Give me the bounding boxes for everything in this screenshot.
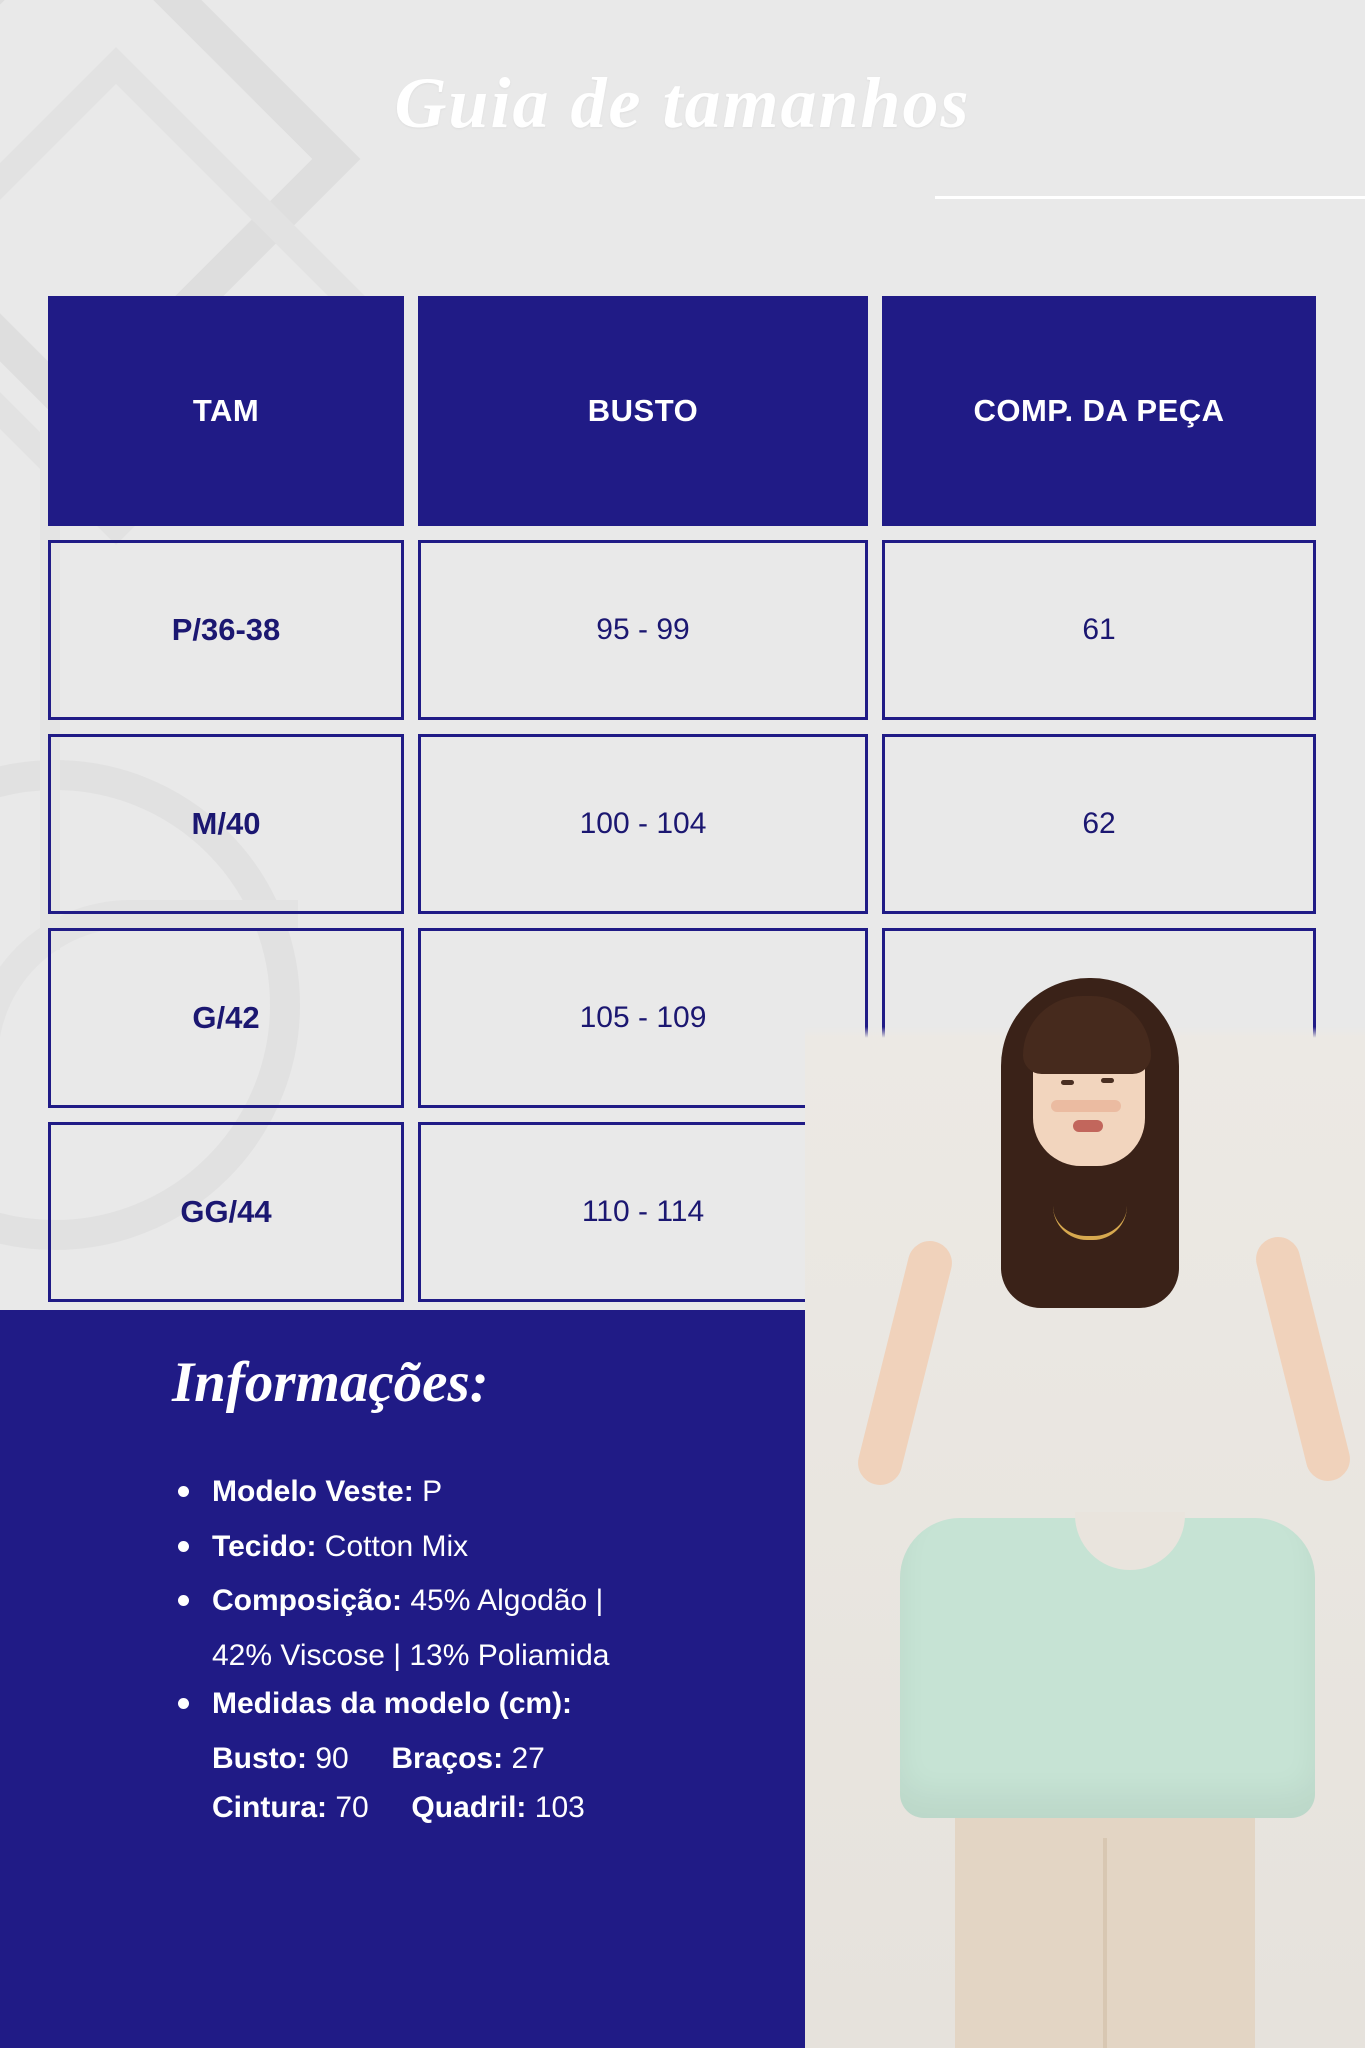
item-label: Medidas da modelo (cm):: [212, 1687, 573, 1721]
model-blouse-neckline: [1075, 1512, 1185, 1570]
list-item: [170, 1577, 810, 1626]
measures-row-one: [170, 1735, 810, 1784]
bullet-icon: [178, 1486, 189, 1497]
model-photo: [805, 938, 1365, 2048]
bullet-icon: [178, 1698, 189, 1709]
page-title: Guia de tamanhos: [394, 63, 971, 143]
cell-comp: 61: [882, 540, 1316, 720]
model-left-arm: [853, 1236, 956, 1489]
model-trousers: [955, 1778, 1255, 2048]
information-title: Informações:: [172, 1351, 489, 1414]
measure-value-bracos: 27: [511, 1741, 545, 1775]
list-item: [170, 1468, 810, 1517]
cell-busto: 110 - 114: [418, 1122, 868, 1302]
item-value: 45% Algodão |: [410, 1584, 604, 1618]
cell-busto: 95 - 99: [418, 540, 868, 720]
information-list: [170, 1468, 810, 1832]
measure-label-busto: Busto:: [212, 1741, 307, 1775]
list-item: [170, 1523, 810, 1572]
cell-comp: 62: [882, 734, 1316, 914]
table-row: [48, 540, 1316, 720]
bullet-icon: [178, 1541, 189, 1552]
cell-busto: 100 - 104: [418, 734, 868, 914]
model-blush: [1051, 1100, 1121, 1112]
measure-value-quadril: 103: [534, 1790, 585, 1824]
model-lips: [1073, 1120, 1103, 1132]
composition-second-line: 42% Viscose | 13% Poliamida: [212, 1638, 610, 1672]
model-figure: [805, 938, 1365, 2048]
column-header-comp: COMP. DA PEÇA: [882, 296, 1316, 526]
table-row: [48, 734, 1316, 914]
item-value: P: [422, 1475, 443, 1508]
cell-tam: GG/44: [48, 1122, 404, 1302]
measures-row-two: [170, 1784, 810, 1833]
model-blouse: [900, 1518, 1315, 1818]
list-item: [170, 1680, 810, 1729]
cell-tam: M/40: [48, 734, 404, 914]
cell-tam: P/36-38: [48, 540, 404, 720]
model-eye-left: [1061, 1080, 1074, 1085]
column-header-tam: TAM: [48, 296, 404, 526]
measure-label-cintura: Cintura:: [212, 1790, 327, 1824]
item-label: Modelo Veste:: [212, 1475, 414, 1508]
item-label: Composição:: [212, 1584, 403, 1618]
title-divider: [935, 196, 1365, 199]
bullet-icon: [178, 1595, 189, 1606]
measure-label-quadril: Quadril:: [411, 1790, 527, 1824]
cell-busto: 105 - 109: [418, 928, 868, 1108]
item-value: Cotton Mix: [324, 1529, 469, 1563]
column-header-busto: BUSTO: [418, 296, 868, 526]
model-eye-right: [1101, 1078, 1114, 1083]
item-label: Tecido:: [212, 1529, 317, 1563]
measure-label-bracos: Braços:: [391, 1741, 504, 1775]
cell-tam: G/42: [48, 928, 404, 1108]
model-right-arm: [1251, 1232, 1354, 1485]
table-header-row: [48, 296, 1316, 526]
measure-value-cintura: 70: [335, 1790, 369, 1824]
measure-value-busto: 90: [315, 1741, 349, 1775]
